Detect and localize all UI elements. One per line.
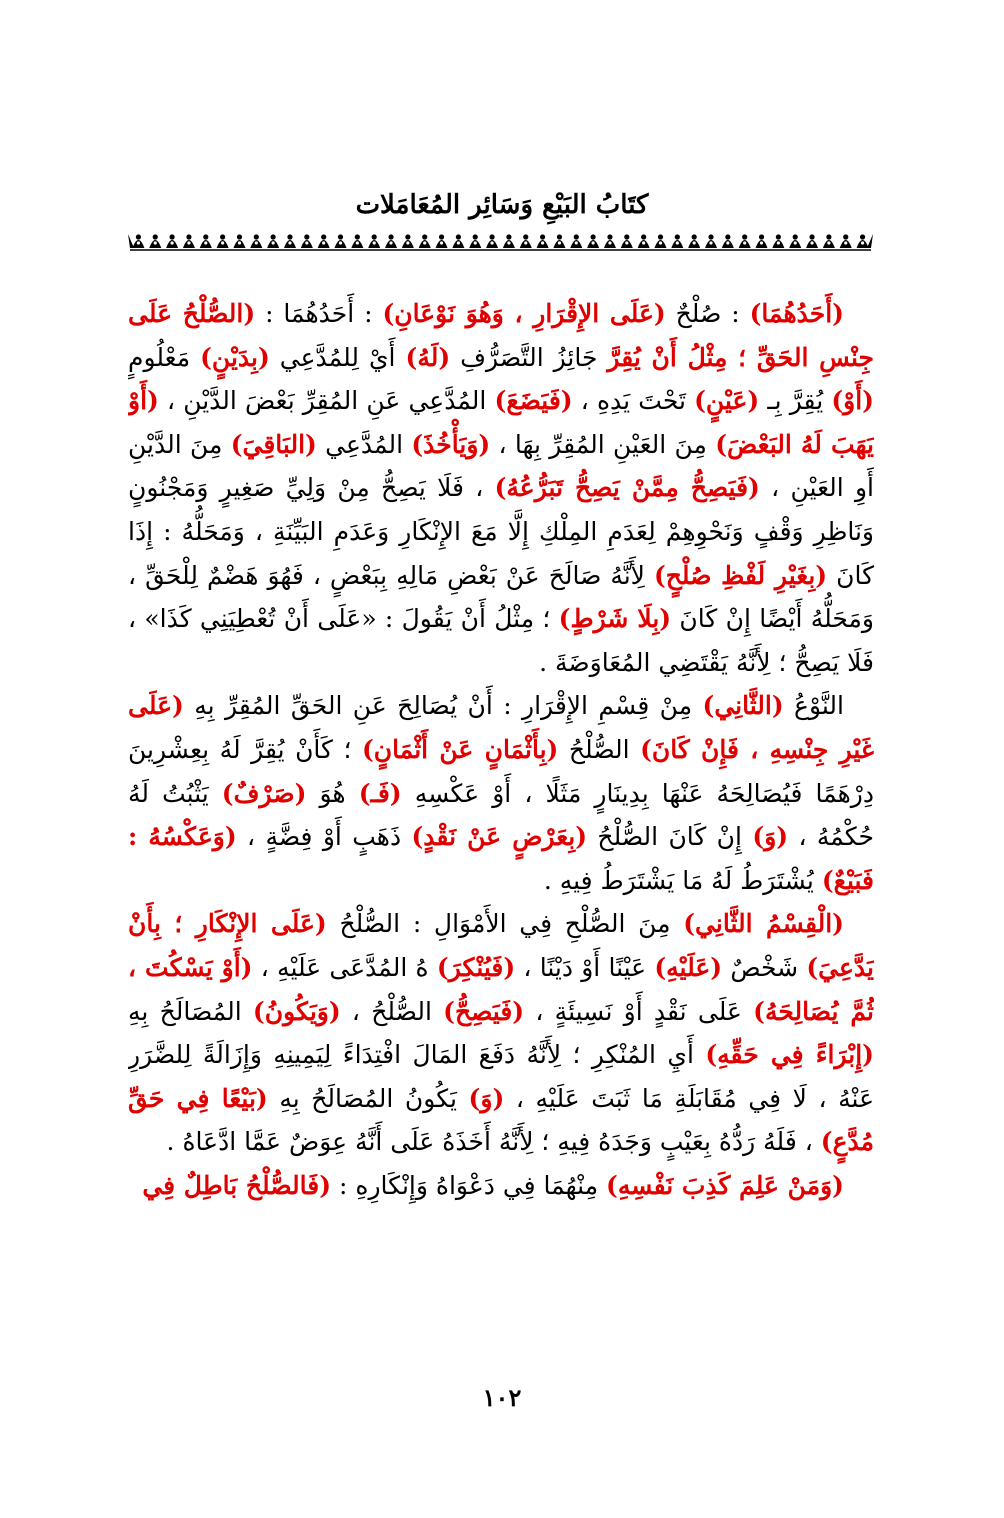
matn-text: (وَمَنْ عَلِمَ كَذِبَ نَفْسِهِ) <box>606 1170 844 1200</box>
paragraph <box>128 1164 874 1208</box>
commentary-text: مِنَ الصُّلْحِ فِي الأَمْوَالِ : الصُّلْحُ <box>326 909 684 939</box>
ornament-divider <box>128 230 873 252</box>
commentary-text: الصُّلْحُ <box>558 734 641 764</box>
matn-text: (بِغَيْرِ لَفْظِ صُلْحٍ) <box>653 560 828 590</box>
matn-text: (عَلَى الإِنْكَارِ ؛ بِأَنْ يَدَّعِيَ) <box>128 909 874 982</box>
matn-text: (بِعَرْضٍ عَنْ نَقْدٍ) <box>411 822 588 852</box>
commentary-text: مِنْهُمَا فِي دَعْوَاهُ وَإِنْكَارِهِ : <box>331 1170 607 1200</box>
matn-text: (عَلَى الإِقْرَارِ ، وَهُوَ نَوْعَانِ) <box>382 299 666 328</box>
commentary-text: مَعْلُومٍ <box>128 342 201 372</box>
matn-text: (لَهُ) <box>405 342 451 372</box>
commentary-text: ، فَلَهُ رَدُّهُ بِعَيْبٍ وَجَدَهُ فِيهِ ؛ لِأَنَّهُ أَخَذَهُ عَلَى أَنَّهُ عِوَضٌ عَمَّا ادَّعَاهُ . <box>166 1127 821 1157</box>
matn-text: (أَوْ يَسْكُتَ ، ثُمَّ يُصَالِحَهُ) <box>128 952 874 1026</box>
matn-text: (صَرْفٌ) <box>221 778 307 808</box>
matn-text: (وَيَكُونُ) <box>252 996 341 1026</box>
page-number: ١٠٢ <box>482 1383 522 1412</box>
commentary-text: المُدَّعِي <box>316 429 412 459</box>
commentary-text: مِنْ قِسْمِ الإِقْرَارِ : أَنْ يُصَالِحَ عَنِ الحَقِّ المُقِرِّ بِهِ <box>183 691 703 721</box>
matn-text: (عَلَى غَيْرِ جِنْسِهِ ، فَإِنْ كَانَ) <box>128 691 874 764</box>
commentary-text: : أَحَدُهُمَا : <box>255 299 383 328</box>
matn-text: (فَـ) <box>358 778 402 808</box>
commentary-text: : صُلْحٌ <box>665 299 750 328</box>
commentary-text: أَيْ لِلمُدَّعِي <box>269 342 406 372</box>
matn-text: (بِأَثْمَانٍ عَنْ أَثْمَانٍ) <box>361 734 559 764</box>
commentary-text: جَائِزُ التَّصَرُّفِ <box>450 342 608 372</box>
matn-text: (بِلَا شَرْطٍ) <box>558 604 672 634</box>
matn-text: (عَيْنٍ) <box>694 386 760 416</box>
commentary-text: يُقِرَّ بِـ <box>759 386 832 416</box>
commentary-text: المُصَالَحُ بِهِ <box>128 996 253 1026</box>
commentary-text: يَكُونُ المُصَالَحُ بِهِ <box>267 1083 469 1113</box>
commentary-text: هُ المُدَّعَى عَلَيْهِ ، <box>252 952 437 982</box>
paragraph <box>128 292 874 684</box>
matn-text: (وَ) <box>752 822 789 852</box>
commentary-text: إِنْ كَانَ الصُّلْحُ <box>587 822 753 852</box>
commentary-text: يَثْبُتُ لَهُ حُكْمُهُ ، <box>128 778 874 852</box>
commentary-text: عَلَى نَقْدٍ أَوْ نَسِيئَةٍ ، <box>524 996 754 1026</box>
commentary-text: النَّوْعُ <box>783 691 845 721</box>
matn-text: (وَيَأْخُذَ) <box>411 429 491 459</box>
matn-text: (البَاقِيَ) <box>230 429 317 459</box>
commentary-text: المُدَّعِي عَنِ المُقِرِّ بَعْضَ الدَّيْنِ ، <box>158 386 495 416</box>
matn-text: (الْقِسْمُ الثَّانِي) <box>683 909 844 939</box>
chapter-title: كتَابُ البَيْعِ وَسَائِر المُعَامَلات <box>355 190 649 220</box>
commentary-text: ؛ مِثْلُ أَنْ يَقُولَ : «عَلَى أَنْ تُعْطِيَنِي كَذَا» ، فَلَا يَصِحُّ ؛ لِأَنَّهُ يَقْتَضِي المُعَاوَضَةَ . <box>128 604 874 677</box>
matn-text: (عَلَيْهِ) <box>654 952 723 982</box>
matn-text: (الثَّانِي) <box>702 691 784 721</box>
matn-text: (فَالصُّلْحُ بَاطِلٌ فِي <box>142 1170 332 1200</box>
main-text <box>128 292 874 1362</box>
commentary-text: يُشْتَرَطُ لَهُ مَا يَشْتَرَطُ فِيهِ . <box>543 865 822 895</box>
matn-text: (بِدَيْنٍ) <box>200 342 270 372</box>
matn-text: (فَيَصِحُّ مِمَّنْ يَصِحُّ تَبَرُّعُهُ) <box>494 473 760 503</box>
commentary-text: شَخْصٌ <box>722 952 807 982</box>
paragraph <box>128 684 874 902</box>
matn-text: (فَيَصِحُّ) <box>443 996 525 1026</box>
commentary-text: هُوَ <box>306 778 359 808</box>
commentary-text: لِأَنَّهُ صَالَحَ عَنْ بَعْضِ مَالِهِ بِبَعْضٍ ، فَهُوَ هَضْمٌ لِلْحَقِّ ، وَمَحَلُّهُ أَيْضًا إِنْ كَانَ <box>128 560 874 634</box>
commentary-text: ذَهَبٍ أَوْ فِضَّةٍ ، <box>236 822 412 852</box>
commentary-text: ، فَلَا يَصِحُّ مِنْ وَلِيِّ صَغِيرٍ وَمَجْنُونٍ وَنَاظِرِ وَقْفٍ وَنَحْوِهِمْ لِعَدَمِ المِلْكِ إِلَّا مَعَ الإِنْكَارِ وَعَدَمِ البَيِّنَةِ ، وَمَحَلُّهُ : إِذَا كَانَ <box>128 473 874 590</box>
matn-text: (أَوْ) <box>831 386 874 416</box>
matn-text: (إِبْرَاءً فِي حَقِّهِ) <box>705 1040 874 1070</box>
commentary-text: عَيْنًا أَوْ دَيْنًا ، <box>515 952 655 982</box>
commentary-text: مِنَ الدَّيْنِ أَوِ العَيْنِ ، <box>128 429 874 503</box>
commentary-text: ؛ كَأَنْ يُقِرَّ لَهُ بِعِشْرِينَ دِرْهَمًا فَيُصَالِحَهُ عَنْهَا بِدِينَارٍ مَثَلًا ، أَوْ عَكْسِهِ <box>128 734 874 808</box>
commentary-text: الصُّلْحُ ، <box>340 996 444 1026</box>
matn-text: (فَيَضَعَ) <box>494 386 573 416</box>
commentary-text: مِنَ العَيْنِ المُقِرِّ بِهَا ، <box>490 429 716 459</box>
matn-text: (بَيْعًا فِي حَقِّ مُدَّعٍ) <box>128 1083 874 1157</box>
matn-text: (أَوْ يَهَبَ لَهُ البَعْضَ) <box>128 386 874 459</box>
commentary-text: تَحْتَ يَدِهِ ، <box>572 386 695 416</box>
matn-text: (أَحَدُهُمَا) <box>749 299 844 328</box>
ornament-border-icon <box>128 230 873 252</box>
matn-text: (وَ) <box>468 1083 505 1113</box>
paragraph <box>128 902 874 1164</box>
matn-text: (فَيُنْكِرَ) <box>436 952 516 982</box>
matn-text: (الصُّلْحُ عَلَى جِنْسِ الحَقِّ ؛ مِثْلُ أَنْ يُقِرَّ <box>128 299 874 372</box>
commentary-text: أَيِ المُنْكِرِ ؛ لِأَنَّهُ دَفَعَ المَالَ افْتِدَاءً لِيَمِينِهِ وَإِزَالَةً لِلضَّرَرِ عَنْهُ ، لَا فِي مُقَابَلَةِ مَا ثَبَتَ عَلَيْهِ ، <box>128 1040 874 1113</box>
matn-text: (وَعَكْسُهُ : فَبَيْعٌ) <box>128 822 874 895</box>
